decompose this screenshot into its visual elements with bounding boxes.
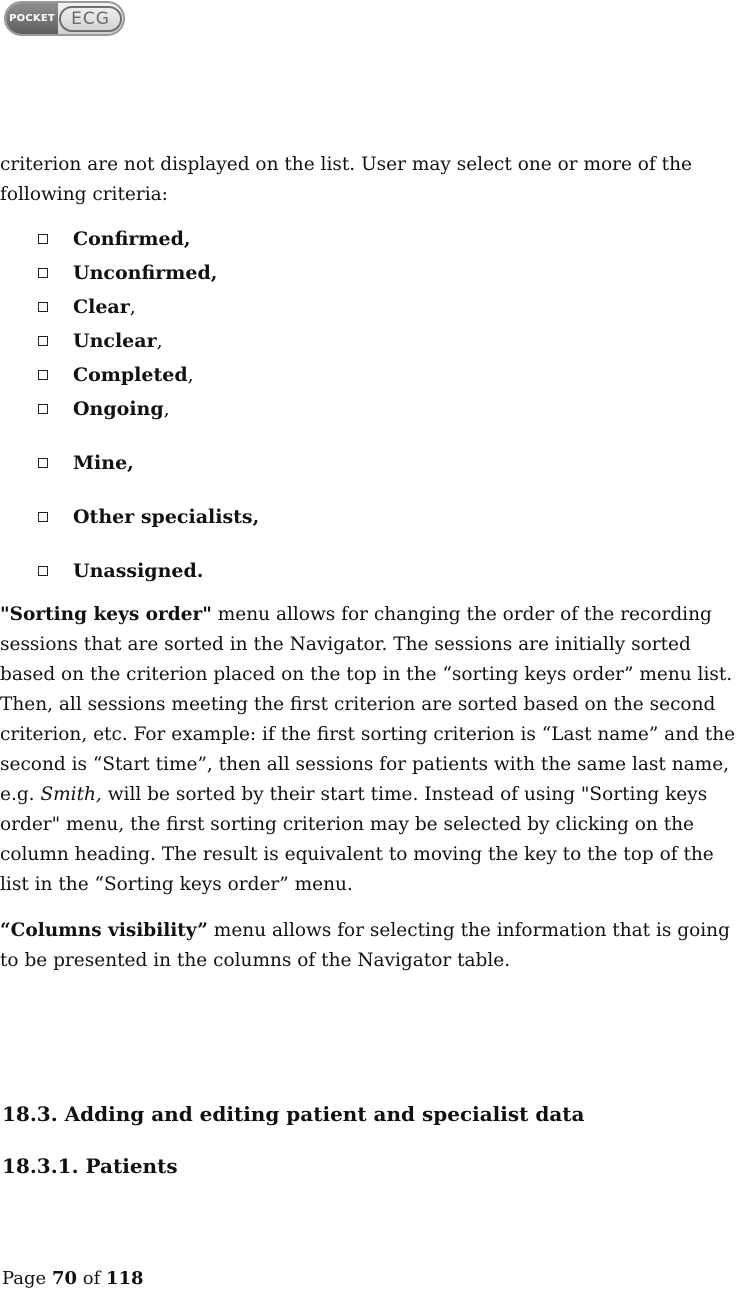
criterion-label: Confirmed bbox=[73, 228, 184, 250]
sorting-keys-title: "Sorting keys order" bbox=[0, 604, 212, 625]
criterion-item bbox=[0, 358, 737, 392]
criterion-label: Ongoing bbox=[73, 398, 164, 420]
logo-pocket-text: POCKET bbox=[6, 3, 58, 34]
pocket-ecg-logo bbox=[4, 1, 125, 36]
criterion-item bbox=[0, 290, 737, 324]
criterion-label: Other specialists bbox=[73, 506, 253, 528]
criterion-label: Mine bbox=[73, 452, 128, 474]
total-pages: 118 bbox=[105, 1268, 144, 1289]
criterion-item bbox=[0, 324, 737, 358]
checkbox-square-icon bbox=[38, 370, 48, 380]
criterion-label: Clear bbox=[73, 296, 130, 318]
criterion-suffix: , bbox=[210, 262, 218, 284]
criterion-item bbox=[0, 554, 737, 588]
criterion-suffix: , bbox=[156, 330, 163, 352]
criterion-suffix: , bbox=[163, 398, 170, 420]
criterion-item bbox=[0, 256, 737, 290]
criterion-label: Completed bbox=[73, 364, 188, 386]
page-body bbox=[0, 150, 737, 976]
criterion-suffix: . bbox=[196, 560, 204, 582]
page-number: 70 bbox=[51, 1268, 78, 1289]
criterion-item bbox=[0, 446, 737, 480]
criterion-suffix: , bbox=[187, 364, 194, 386]
section-heading: 18.3. Adding and editing patient and specialist data bbox=[2, 1102, 585, 1126]
checkbox-square-icon bbox=[38, 404, 48, 414]
example-name: Smith, bbox=[40, 784, 102, 805]
checkbox-square-icon bbox=[38, 302, 48, 312]
intro-paragraph: criterion are not displayed on the list. User may select one or more of the following criteria: bbox=[0, 154, 692, 205]
checkbox-square-icon bbox=[38, 234, 48, 244]
criterion-label: Unassigned bbox=[73, 560, 197, 582]
checkbox-square-icon bbox=[38, 512, 48, 522]
criterion-suffix: , bbox=[183, 228, 191, 250]
checkbox-square-icon bbox=[38, 268, 48, 278]
criteria-list bbox=[0, 222, 737, 588]
criterion-item bbox=[0, 222, 737, 256]
criterion-item bbox=[0, 500, 737, 534]
logo-ecg-text: ECG bbox=[59, 6, 122, 32]
criterion-suffix: , bbox=[252, 506, 260, 528]
criterion-label: Unclear bbox=[73, 330, 157, 352]
sorting-keys-paragraph: "Sorting keys order" menu allows for changing the order of the recording sessions that are sorted in the Navigator. The sessions are initially sorted based on the criterion placed on the top in the “sorting keys order” menu list. Then, all sessions meeting the first criterion are sorted based on the second criterion, etc. For example: if the first sorting criterion is “Last name” and the second is “Start time”, then all sessions for patients with the same last name, e.g. Smith, will be sorted by their start time. Instead of using "Sorting keys order" menu, the first sorting criterion may be selected by clicking on the column heading. The result is equivalent to moving the key to the top of the list in the “Sorting keys order” menu. bbox=[0, 604, 736, 895]
page-footer: Page 70 of 118 bbox=[2, 1268, 144, 1289]
criterion-suffix: , bbox=[127, 452, 134, 474]
criterion-label: Unconfirmed bbox=[73, 262, 211, 284]
columns-visibility-title: “Columns visibility” bbox=[0, 920, 208, 941]
criterion-item bbox=[0, 392, 737, 426]
subsection-heading: 18.3.1. Patients bbox=[2, 1154, 178, 1178]
checkbox-square-icon bbox=[38, 566, 48, 576]
columns-visibility-paragraph: “Columns visibility” menu allows for selecting the information that is going to be presented in the columns of the Navigator table. bbox=[0, 920, 730, 971]
checkbox-square-icon bbox=[38, 458, 48, 468]
checkbox-square-icon bbox=[38, 336, 48, 346]
criterion-suffix: , bbox=[129, 296, 136, 318]
